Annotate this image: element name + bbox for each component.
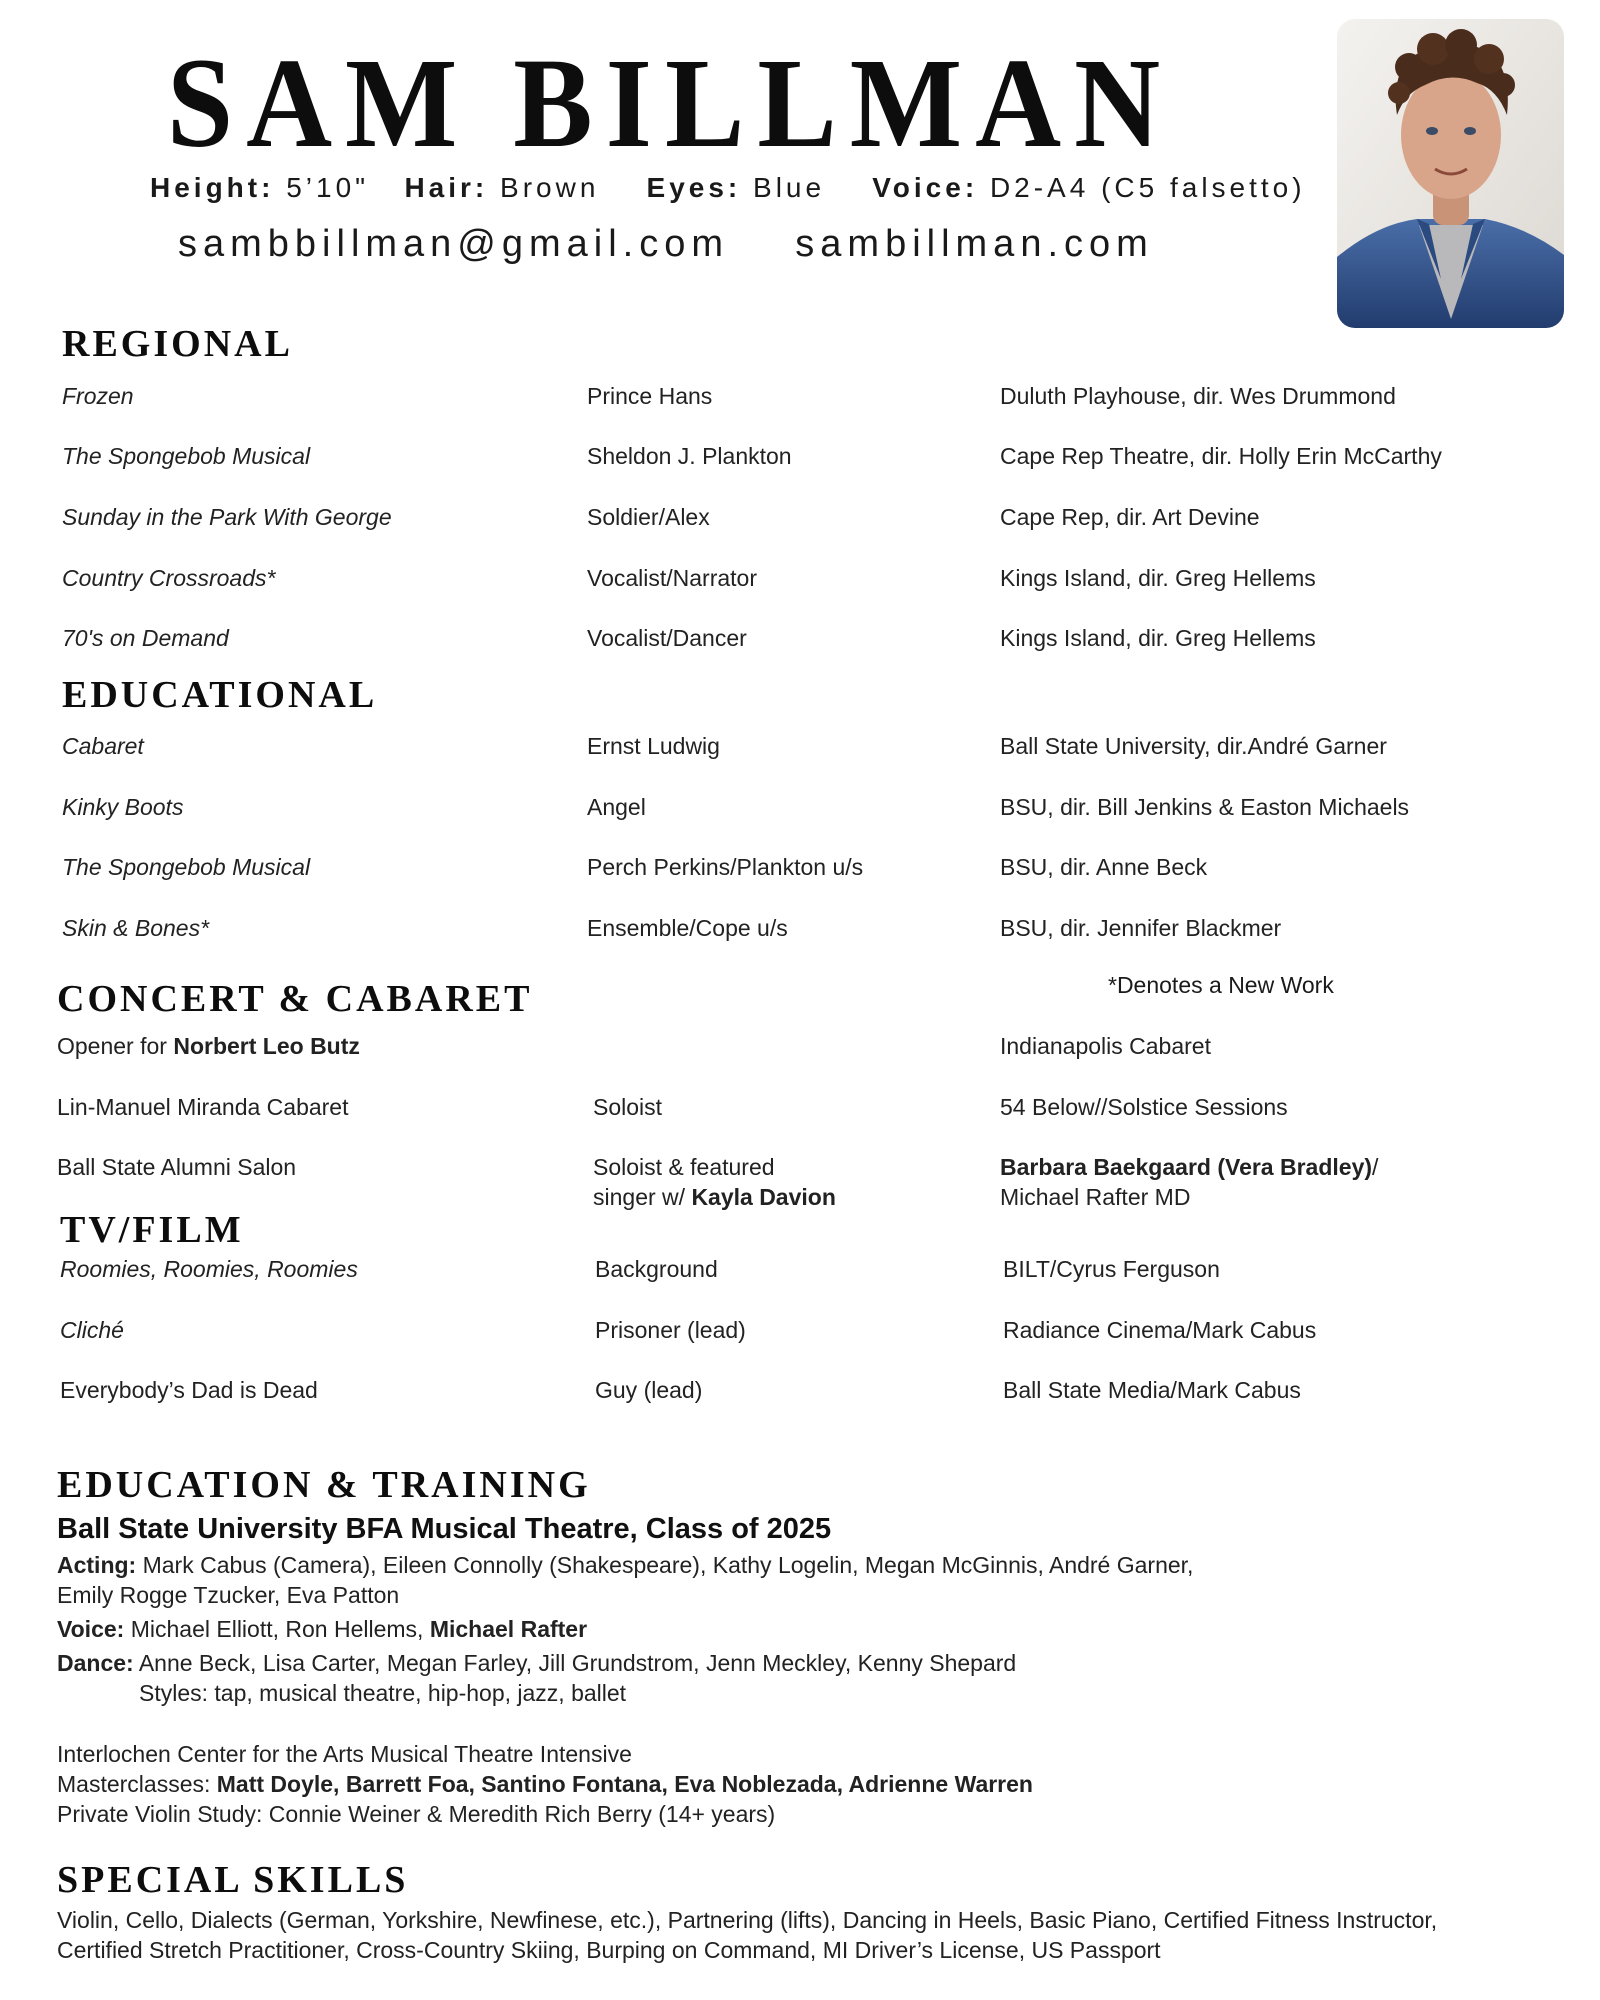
credit-role: Guy (lead): [595, 1377, 703, 1403]
credit-role: Perch Perkins/Plankton u/s: [587, 854, 864, 880]
skills-line-1: Violin, Cello, Dialects (German, Yorkshire, Newfinese, etc.), Partnering (lifts), Dancing in Heels, Basic Piano, Certified Fitness Instructor,: [57, 1907, 1438, 1933]
credit-company: Radiance Cinema/Mark Cabus: [1003, 1317, 1317, 1343]
credit-title: Cabaret: [62, 733, 144, 759]
masterclasses-label: Masterclasses:: [57, 1771, 217, 1797]
role-prefix: singer w/: [593, 1184, 692, 1210]
credit-title: Lin-Manuel Miranda Cabaret: [57, 1094, 349, 1120]
masterclasses-line: [57, 1769, 1033, 1799]
credit-company: Cape Rep Theatre, dir. Holly Erin McCarthy: [1000, 443, 1442, 469]
violin-study-line: Private Violin Study: Connie Weiner & Meredith Rich Berry (14+ years): [57, 1801, 776, 1827]
credit-company: Michael Rafter MD: [1000, 1184, 1191, 1210]
credit-title: Frozen: [62, 383, 134, 409]
voice-value: D2-A4 (C5 falsetto): [989, 172, 1306, 203]
credit-role: Background: [595, 1256, 718, 1282]
voice-bold-name: Michael Rafter: [429, 1616, 588, 1642]
credit-role: Sheldon J. Plankton: [587, 443, 792, 469]
interlochen-line: Interlochen Center for the Arts Musical Theatre Intensive: [57, 1741, 632, 1767]
credit-role: Vocalist/Dancer: [587, 625, 747, 651]
credit-role: Soldier/Alex: [587, 504, 710, 530]
credit-title: Sunday in the Park With George: [62, 504, 392, 530]
acting-teachers-continued: Emily Rogge Tzucker, Eva Patton: [57, 1582, 400, 1608]
website-link[interactable]: sambillman.com: [795, 223, 1154, 265]
section-heading-education: EDUCATION & TRAINING: [57, 1464, 591, 1506]
credit-title: The Spongebob Musical: [62, 854, 311, 880]
credit-company: Indianapolis Cabaret: [1000, 1033, 1211, 1059]
credit-company: BSU, dir. Bill Jenkins & Easton Michaels: [1000, 794, 1410, 820]
credit-role: Prince Hans: [587, 383, 713, 409]
resume-name: SAM BILLMAN: [166, 32, 1174, 174]
voice-label: Voice:: [872, 172, 979, 203]
hair-value: Brown: [500, 172, 600, 203]
credit-company: BSU, dir. Jennifer Blackmer: [1000, 915, 1282, 941]
credit-company: Ball State University, dir.André Garner: [1000, 733, 1387, 759]
acting-text: Mark Cabus (Camera), Eileen Connolly (Shakespeare), Kathy Logelin, Megan McGinnis, André Garner,: [136, 1552, 1194, 1578]
credit-role: Soloist & featured: [593, 1154, 775, 1180]
skills-line-2: Certified Stretch Practitioner, Cross-Country Skiing, Burping on Command, MI Driver’s License, US Passport: [57, 1937, 1161, 1963]
section-heading-tvfilm: TV/FILM: [60, 1209, 244, 1251]
credit-title: Skin & Bones*: [62, 915, 210, 941]
credit-title: [57, 1031, 360, 1061]
credit-role: Angel: [587, 794, 646, 820]
headshot-photo: [1337, 19, 1564, 328]
credit-title: Kinky Boots: [62, 794, 184, 820]
section-heading-regional: REGIONAL: [62, 323, 293, 365]
eyes-value: Blue: [753, 172, 826, 203]
eyes-label: Eyes:: [646, 172, 742, 203]
credit-company: Kings Island, dir. Greg Hellems: [1000, 625, 1316, 651]
new-work-note: *Denotes a New Work: [1108, 972, 1334, 998]
credit-company: Ball State Media/Mark Cabus: [1003, 1377, 1301, 1403]
height-label: Height:: [150, 172, 275, 203]
credit-company: BILT/Cyrus Ferguson: [1003, 1256, 1220, 1282]
credit-role: Ernst Ludwig: [587, 733, 720, 759]
credit-role: Soloist: [593, 1094, 663, 1120]
voice-label: Voice:: [57, 1616, 125, 1642]
credit-company: BSU, dir. Anne Beck: [1000, 854, 1208, 880]
physical-stats: [150, 168, 1306, 208]
credit-title: Cliché: [60, 1317, 124, 1343]
credit-title: The Spongebob Musical: [62, 443, 311, 469]
company-bold-name: Barbara Baekgaard (Vera Bradley): [1000, 1154, 1373, 1180]
credit-company: Duluth Playhouse, dir. Wes Drummond: [1000, 383, 1396, 409]
credit-role: [593, 1182, 836, 1212]
credit-company: Cape Rep, dir. Art Devine: [1000, 504, 1260, 530]
acting-teachers: [57, 1550, 1193, 1580]
credit-role: Vocalist/Narrator: [587, 565, 758, 591]
height-value: 5’10": [286, 172, 370, 203]
acting-label: Acting:: [57, 1552, 137, 1578]
credit-role: Ensemble/Cope u/s: [587, 915, 788, 941]
dance-text: Anne Beck, Lisa Carter, Megan Farley, Jill Grundstrom, Jenn Meckley, Kenny Shepard: [133, 1650, 1017, 1676]
credit-role: Prisoner (lead): [595, 1317, 746, 1343]
role-bold-name: Kayla Davion: [691, 1184, 836, 1210]
credit-title: Country Crossroads*: [62, 565, 276, 591]
dance-styles: Styles: tap, musical theatre, hip-hop, jazz, ballet: [139, 1680, 627, 1706]
credit-company: [1000, 1152, 1378, 1182]
email-link[interactable]: sambbillman@gmail.com: [178, 223, 730, 265]
voice-text: Michael Elliott, Ron Hellems,: [124, 1616, 430, 1642]
credit-title: Roomies, Roomies, Roomies: [60, 1256, 358, 1282]
credit-title: Everybody’s Dad is Dead: [60, 1377, 318, 1403]
company-slash: /: [1372, 1154, 1379, 1180]
section-heading-skills: SPECIAL SKILLS: [57, 1859, 409, 1901]
section-heading-educational: EDUCATIONAL: [62, 674, 378, 716]
credit-title: 70's on Demand: [62, 625, 229, 651]
voice-teachers: [57, 1614, 587, 1644]
credit-company: 54 Below//Solstice Sessions: [1000, 1094, 1288, 1120]
degree-line: Ball State University BFA Musical Theatre, Class of 2025: [57, 1513, 832, 1545]
credit-company: Kings Island, dir. Greg Hellems: [1000, 565, 1316, 591]
credit-title: Ball State Alumni Salon: [57, 1154, 297, 1180]
masterclasses-names: Matt Doyle, Barrett Foa, Santino Fontana, Eva Noblezada, Adrienne Warren: [216, 1771, 1033, 1797]
dance-label: Dance:: [57, 1650, 134, 1676]
opener-prefix: Opener for: [57, 1033, 174, 1059]
opener-bold-name: Norbert Leo Butz: [173, 1033, 360, 1059]
contact-line: [178, 219, 1154, 269]
dance-teachers: [57, 1648, 1016, 1678]
section-heading-concert: CONCERT & CABARET: [57, 978, 533, 1020]
hair-label: Hair:: [404, 172, 489, 203]
